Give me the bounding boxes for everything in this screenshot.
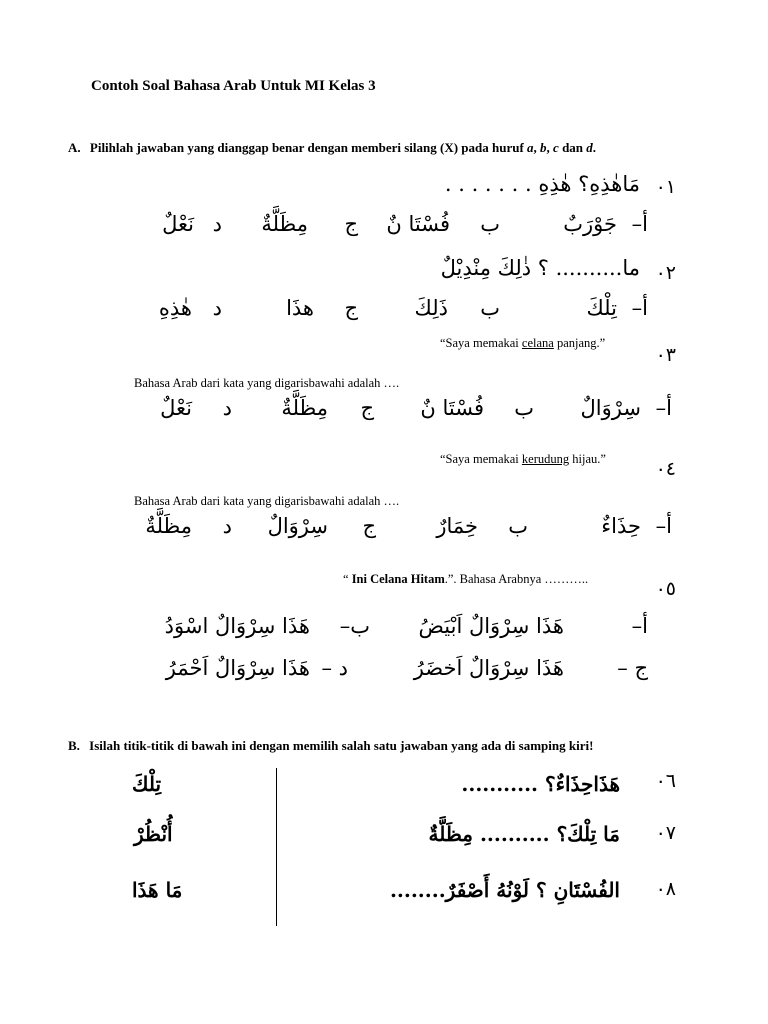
q3-option-d: نَعْلٌ <box>160 396 192 420</box>
q4-option-d: مِظَلَّةٌ <box>145 514 192 538</box>
q4-option-c-label: ج <box>362 514 376 538</box>
q3-option-b: فُسْتَا نٌ <box>420 396 484 420</box>
q3-option-c-label: ج <box>360 396 374 420</box>
section-b-instruction: Isilah titik-titik di bawah ini dengan memilih salah satu jawaban yang ada di samping kiri! <box>89 738 594 753</box>
q3-option-b-label: ب <box>514 396 534 420</box>
q7-number: ٠٧ <box>655 822 676 844</box>
q4-option-b: خِمَارٌ <box>436 514 478 538</box>
q1-option-c: مِظَلَّةٌ <box>261 212 308 236</box>
section-a-letter: A. <box>68 140 81 155</box>
q1-question: مَاهٰذِهِ؟ هٰذِهِ . . . . . . . <box>444 172 640 196</box>
q4-quote: “Saya memakai kerudung hijau.” <box>440 452 606 466</box>
q5-option-c-label: ج – <box>617 656 648 680</box>
page-title: Contoh Soal Bahasa Arab Untuk MI Kelas 3 <box>91 78 376 94</box>
q3-option-d-label: د <box>222 396 232 420</box>
q5-option-b-label: ب– <box>339 614 370 638</box>
q1-option-b: فُسْتَا نٌ <box>386 212 450 236</box>
q8-number: ٠٨ <box>655 878 676 900</box>
q7-text: مَا تِلْكَ؟ .......... مِظَلَّةٌ <box>428 822 620 846</box>
q5-quote: “ Ini Celana Hitam.”. Bahasa Arabnya ……….. <box>343 572 589 586</box>
q4-prompt: Bahasa Arab dari kata yang digarisbawahi adalah …. <box>134 494 400 508</box>
choice-3: مَا هَذَا <box>132 878 183 902</box>
option-letter-b: b <box>540 140 547 155</box>
q2-option-d-label: د <box>212 296 222 320</box>
q5-bold-phrase: Ini Celana Hitam <box>351 572 445 586</box>
q3-quote: “Saya memakai celana panjang.” <box>440 336 606 350</box>
q5-option-d-label: د – <box>321 656 348 680</box>
q2-number: ٠٢ <box>655 262 676 284</box>
q3-prompt: Bahasa Arab dari kata yang digarisbawahi adalah …. <box>134 376 400 390</box>
section-a-header: A. Pilihlah jawaban yang dianggap benar dengan memberi silang (X) pada huruf a, b, c dan d. <box>68 140 597 155</box>
q5-option-a: هَذَا سِرْوَالٌ اَبْيَضُ <box>418 614 564 638</box>
q1-option-a: أ– جَوْرَبٌ <box>563 212 648 236</box>
q2-question: ما.......... ؟ ذٰلِكَ مِنْدِيْلٌ <box>440 256 640 280</box>
q1-option-c-label: ج <box>344 212 358 236</box>
section-a-instruction: Pilihlah jawaban yang dianggap benar dengan memberi silang (X) pada huruf <box>89 140 528 155</box>
q2-option-c-label: ج <box>344 296 358 320</box>
q2-option-b: ذَلِكَ <box>414 296 448 320</box>
q2-option-a: أ– تِلْكَ <box>586 296 648 320</box>
q1-option-d-label: د <box>212 212 222 236</box>
q5-option-a-label: أ– <box>631 614 648 638</box>
q4-option-a: أ– حِذَاءٌ <box>601 514 672 538</box>
q6-text: هَذَاحِذَاءٌ؟ ........... <box>461 772 620 796</box>
q8-text: الفُسْتَانِ ؟ لَوْنُهُ أَصْفَرٌ........ <box>389 878 620 902</box>
q2-option-d: هٰذِهِ <box>158 296 192 320</box>
q3-option-c: مِظَلَّةٌ <box>281 396 328 420</box>
q3-option-a: أ– سِرْوَالٌ <box>580 396 672 420</box>
q3-number: ٠٣ <box>655 344 676 366</box>
option-letter-d: d <box>586 140 593 155</box>
section-b-header <box>68 738 593 754</box>
option-letter-a: a <box>527 140 534 155</box>
q4-option-c: سِرْوَالٌ <box>267 514 328 538</box>
q4-underlined-word: kerudung <box>521 452 570 466</box>
q4-option-d-label: د <box>222 514 232 538</box>
q2-option-b-label: ب <box>480 296 500 320</box>
section-b-letter: B. <box>68 738 80 753</box>
choice-2: أُنْظُرْ <box>134 822 173 846</box>
q4-option-b-label: ب <box>508 514 528 538</box>
section-b-divider <box>276 768 277 926</box>
q5-option-d: هَذَا سِرْوَالٌ اَحْمَرُ <box>165 656 310 680</box>
q2-option-c: هذَا <box>286 296 314 320</box>
q6-number: ٠٦ <box>655 770 676 792</box>
q5-number: ٠٥ <box>655 578 676 600</box>
q1-option-b-label: ب <box>480 212 500 236</box>
q1-option-d: نَعْلٌ <box>162 212 194 236</box>
option-letter-c: c <box>553 140 559 155</box>
q3-underlined-word: celana <box>521 336 554 350</box>
q1-number: ٠١ <box>655 176 676 198</box>
q5-option-c: هَذَا سِرْوَالٌ اَخضَرُ <box>413 656 564 680</box>
q4-number: ٠٤ <box>655 458 676 480</box>
q5-option-b: هَذَا سِرْوَالٌ اسْوَدُ <box>164 614 310 638</box>
choice-1: تِلْكَ <box>132 772 162 796</box>
